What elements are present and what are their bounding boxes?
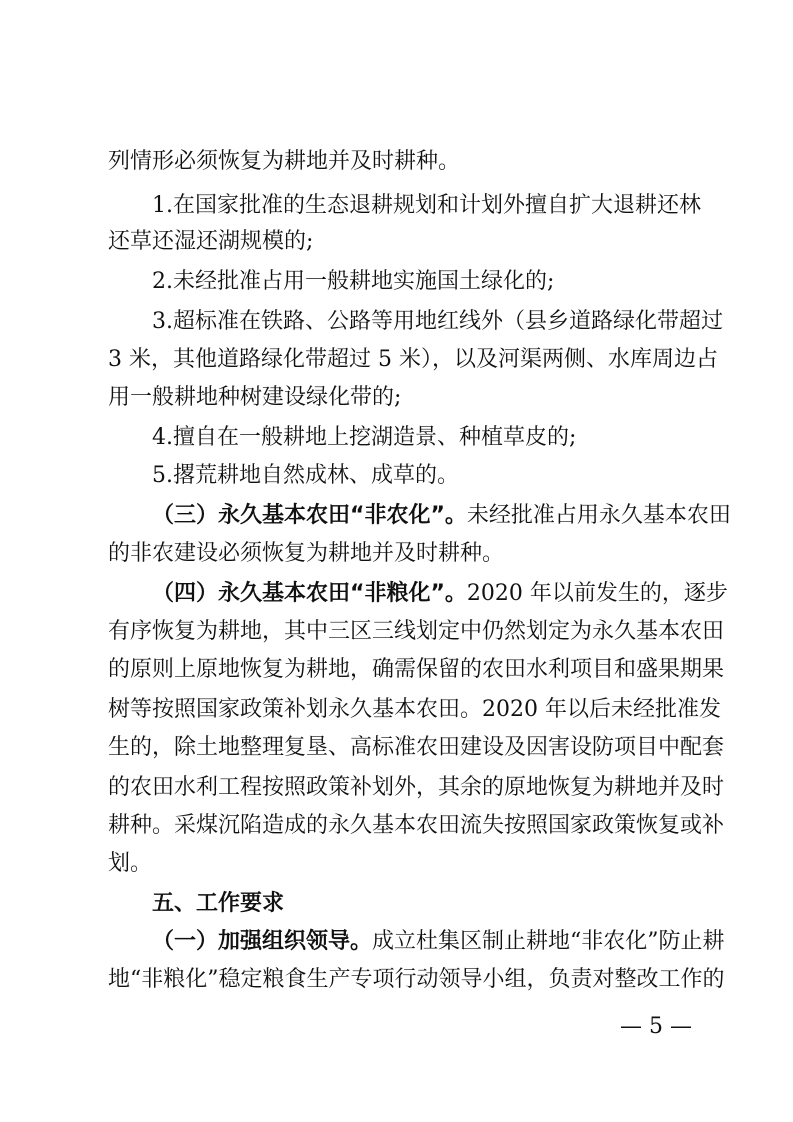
list-item-4-line bbox=[152, 418, 693, 458]
section-3-line bbox=[108, 534, 693, 574]
requirement-1-line bbox=[152, 922, 725, 962]
line-text: 列情形必须恢复为耕地并及时耕种。 bbox=[108, 149, 461, 174]
list-item-2-line bbox=[152, 262, 693, 302]
section-4-line bbox=[108, 806, 725, 846]
line-text: 2.未经批准占用一般耕地实施国土绿化的; bbox=[152, 269, 555, 294]
chapter-heading bbox=[152, 884, 693, 924]
list-item-1-line bbox=[108, 222, 693, 262]
line-text: 3.超标准在铁路、公路等用地红线外（县乡道路绿化带超过 bbox=[152, 309, 723, 334]
section-4-line bbox=[108, 690, 721, 730]
line-text: 1.在国家批准的生态退耕规划和计划外擅自扩大退耕还林 bbox=[152, 193, 701, 218]
section-4-line bbox=[108, 728, 725, 768]
list-item-5-line bbox=[152, 456, 693, 496]
section-4-line bbox=[108, 650, 725, 690]
list-item-3-line bbox=[108, 340, 718, 380]
section-4-line bbox=[108, 612, 725, 652]
line-text: 3 米，其他道路绿化带超过 5 米），以及河渠两侧、水库周边占 bbox=[108, 347, 718, 372]
paragraph-line bbox=[108, 142, 693, 182]
list-item-1-line bbox=[152, 186, 701, 226]
line-text: 五、工作要求 bbox=[152, 891, 285, 916]
line-text: 用一般耕地种树建设绿化带的; bbox=[108, 385, 402, 410]
line-text: 有序恢复为耕地，其中三区三线划定中仍然划定为永久基本农田 bbox=[108, 619, 725, 644]
line-text: 树等按照国家政策补划永久基本农田。2020 年以后未经批准发 bbox=[108, 697, 721, 722]
line-text: 未经批准占用永久基本农田 bbox=[466, 503, 731, 528]
line-text: 的农田水利工程按照政策补划外，其余的原地恢复为耕地并及时 bbox=[108, 775, 725, 800]
line-text: 的非农建设必须恢复为耕地并及时耕种。 bbox=[108, 541, 505, 566]
section-4-line bbox=[108, 768, 725, 808]
line-text: 还草还湿还湖规模的; bbox=[108, 229, 314, 254]
list-item-3-line bbox=[108, 378, 693, 418]
section-heading: （四）永久基本农田“非粮化”。 bbox=[152, 581, 467, 606]
section-heading: （一）加强组织领导。 bbox=[152, 929, 373, 954]
line-text: 的原则上原地恢复为耕地，确需保留的农田水利项目和盛果期果 bbox=[108, 657, 725, 682]
line-text: 生的，除土地整理复垦、高标准农田建设及因害设防项目中配套 bbox=[108, 735, 725, 760]
line-text: 耕种。采煤沉陷造成的永久基本农田流失按照国家政策恢复或补 bbox=[108, 813, 725, 838]
section-heading: （三）永久基本农田“非农化”。 bbox=[152, 503, 467, 528]
section-4-line bbox=[108, 844, 693, 884]
requirement-1-line bbox=[108, 960, 725, 1000]
list-item-3-line bbox=[152, 302, 723, 342]
page-number: — 5 — bbox=[620, 1014, 692, 1039]
line-text: 2020 年以前发生的，逐步 bbox=[466, 581, 728, 606]
line-text: 地“非粮化”稳定粮食生产专项行动领导小组，负责对整改工作的 bbox=[108, 967, 725, 992]
line-text: 5.撂荒耕地自然成林、成草的。 bbox=[152, 463, 459, 488]
line-text: 成立杜集区制止耕地“非农化”防止耕 bbox=[372, 929, 725, 954]
section-4-line bbox=[152, 574, 728, 614]
line-text: 4.擅自在一般耕地上挖湖造景、种植草皮的; bbox=[152, 425, 577, 450]
section-3-line bbox=[152, 496, 731, 536]
line-text: 划。 bbox=[108, 851, 153, 876]
